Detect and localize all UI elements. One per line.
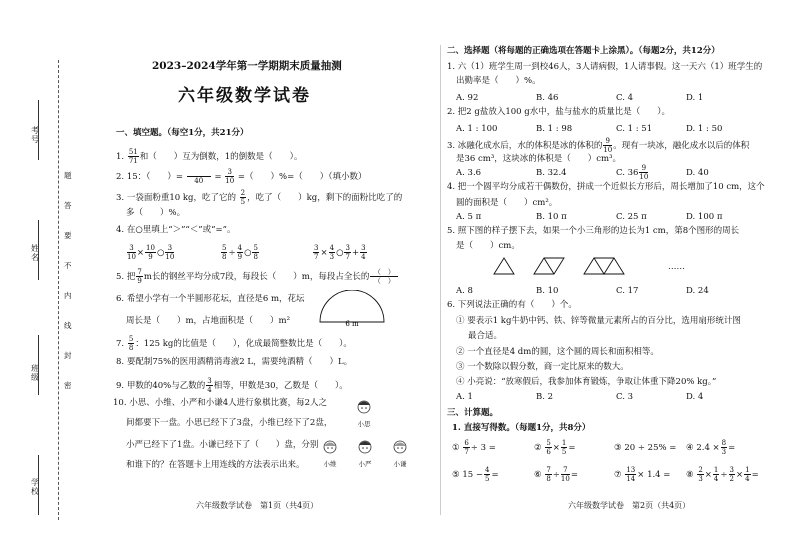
p2-q2-option-b[interactable]: B. 1 : 98	[536, 124, 573, 134]
q4-item-3: $\frac{3}{7}$ × $\frac{4}{3}$ ○ $\frac{3}{7}$ + $\frac{3}{4}$	[314, 244, 366, 261]
q10-line3: 小严已经下了1盘。小谦已经下了（ ）盘，分别	[126, 440, 319, 450]
p2-q6-statement-1a: ① 要表示1 kg牛奶中钙、铁、锌等微量元素所占的百分比，选用扇形统计图	[456, 316, 741, 326]
q4-item-2: $\frac{5}{8}$ ÷ $\frac{4}{9}$ ○ $\frac{5}{8}$	[222, 244, 258, 261]
p2-q5-option-b[interactable]: B. 10	[536, 286, 559, 296]
p2-q3-option-d[interactable]: D. 40	[686, 168, 709, 178]
pattern-figure-2	[534, 258, 564, 274]
p2-q6-option-d[interactable]: D. 4	[686, 392, 704, 402]
q7-fill: 7. $\frac{5}{8}$ ：125 kg的比值是（ ），化成最简整数比是（ ）。	[116, 335, 352, 352]
p2-q2-line1: 2. 把2 g盐放入100 g水中，盐与盐水的质量比是（ ）。	[447, 107, 670, 117]
calc-6: ⑥ $\frac{7}{8}$ ÷ $\frac{7}{10}$ =	[534, 466, 578, 483]
pattern-figure-3	[584, 258, 624, 274]
binding-line	[58, 60, 59, 520]
p2-q4-line1: 4. 把一个圆平均分成若干偶数份，拼成一个近似长方形后，周长增加了10 cm，这个	[447, 182, 765, 192]
kid-name: 小谦	[393, 460, 407, 468]
p2-q5-option-d[interactable]: D. 24	[686, 286, 709, 296]
calc-sub1-heading: 1. 直接写得数。（每题1分，共8分）	[452, 423, 591, 433]
q4-item-1: $\frac{3}{10}$ × $\frac{10}{9}$ ○ $\frac{3}{10}$	[127, 244, 175, 261]
p2-q5-line2: 是（ ）cm。	[456, 241, 520, 251]
p2-q4-option-a[interactable]: A. 5 π	[456, 212, 482, 222]
p2-q6-statement-3: ③ 一个数除以假分数，商一定比原来的数大。	[456, 362, 629, 372]
kid-name: 小维	[323, 460, 337, 468]
p2-q2-option-a[interactable]: A. 1 : 100	[456, 124, 498, 134]
banji-field[interactable]	[38, 335, 39, 395]
xingming-label: 姓名	[31, 244, 39, 262]
q4-text: 4. 在○里填上“＞”“＜”或“=”。	[116, 225, 236, 235]
subject-title: 六年级数学试卷	[178, 86, 311, 106]
calc-1: ① $\frac{6}{7}$ ÷ 3 =	[452, 439, 496, 456]
p2-q1-option-b[interactable]: B. 46	[536, 93, 559, 103]
p2-q3-option-a[interactable]: A. 3.6	[456, 168, 482, 178]
q10-line4: 和谁下的？在答题卡上用连线的方法表示出来。	[126, 460, 305, 470]
column-divider	[440, 45, 441, 515]
calc-4: ④ 2.4 × $\frac{8}{3}$ =	[686, 439, 736, 456]
p2-q6-option-a[interactable]: A. 1	[456, 392, 473, 402]
q8-fill: 8. 要配制75%的医用酒精消毒液2 L，需要纯酒精（ ）L。	[116, 357, 353, 367]
q5-fill: 5. 把 $\frac{7}{9}$ m长的钢丝平均分成7段，每段长（ ）m，每段占全长的 $\frac{( )}{( )}$	[116, 268, 399, 285]
xuexiao-field[interactable]	[38, 455, 39, 515]
p2-q5-option-c[interactable]: C. 17	[616, 286, 639, 296]
seal-char: 密	[64, 381, 72, 390]
diameter-label: 6 m	[345, 320, 359, 328]
p2-q1-option-c[interactable]: C. 4	[616, 93, 634, 103]
xingming-field[interactable]	[38, 220, 39, 280]
boy-icon	[357, 438, 373, 456]
p2-q4-line2: 圆的面积是（ ）cm²。	[456, 198, 558, 208]
calc-2: ② $\frac{5}{6}$ × $\frac{1}{5}$ =	[534, 439, 576, 456]
p2-q6-statement-2: ② 一个直径是4 dm的圆，这个圆的周长和面积相等。	[456, 347, 659, 357]
page1-footer: 六年级数学试卷 第1页（共4页）	[196, 501, 319, 510]
q10-line2: 间都要下一盘。小思已经下了3盘，小维已经下了2盘，	[126, 418, 333, 428]
p2-q5-option-a[interactable]: A. 8	[456, 286, 473, 296]
boy-icon	[356, 398, 372, 416]
pattern-ellipsis: ……	[668, 262, 685, 272]
q1-fill: 1. $\frac{51}{71}$ 和（ ）互为倒数，1的倒数是（ ）。	[116, 148, 303, 165]
seal-char: 答	[64, 201, 72, 210]
section2-heading: 二、选择题（将每题的正确选项在答题卡上涂黑）。（每题2分，共12分）	[447, 46, 720, 56]
exam-title: 2023–2024学年第一学期期末质量抽测	[152, 60, 342, 72]
p2-q4-option-b[interactable]: B. 10 π	[536, 212, 567, 222]
seal-char: 题	[64, 171, 72, 180]
seal-char: 不	[64, 261, 72, 270]
p2-q3-line2: 是36 cm³，这块冰的体积是（ ）cm³。	[456, 154, 621, 164]
p2-q4-option-c[interactable]: C. 25 π	[616, 212, 647, 222]
girl-icon	[322, 438, 338, 456]
p2-q6-statement-4: ④ 小亮说：“放寒假后，我参加体育锻炼，争取让体重下降20% kg。”	[456, 377, 717, 387]
calc-3: ③ 20 ÷ 25% =	[614, 443, 677, 453]
kaohao-label: 考号	[31, 126, 39, 144]
q6-line1: 6. 希望小学有一个半圆形花坛，直径是6 m，花坛	[116, 294, 305, 304]
p2-q3-line1: 3. 冰融化成水后，水的体积是冰的体积的 $\frac{9}{10}$ 。现有一块冰，融化成水以后的体积	[447, 137, 750, 154]
p2-q6-statement-1b: 最合适。	[468, 331, 503, 341]
p2-q6-option-c[interactable]: C. 3	[616, 392, 634, 402]
page2-footer: 六年级数学试卷 第2页（共4页）	[568, 501, 691, 510]
p2-q1-option-a[interactable]: A. 92	[456, 93, 479, 103]
pattern-figure-1	[494, 258, 514, 274]
p2-q1-option-d[interactable]: D. 1	[686, 93, 704, 103]
p2-q4-option-d[interactable]: D. 100 π	[686, 212, 723, 222]
xuexiao-label: 学校	[31, 478, 39, 496]
seal-char: 内	[64, 291, 72, 300]
q10-line1: 10. 小思、小维、小严和小谦4人进行象棋比赛，每2人之	[113, 398, 328, 408]
p2-q1-line1: 1. 六（1）班学生周一到校46人，3人请病假，1人请事假。这一天六（1）班学生的	[447, 62, 763, 72]
kid-xiaowei[interactable]	[322, 438, 338, 468]
p2-q2-option-c[interactable]: C. 1 : 51	[616, 124, 653, 134]
p2-q1-line2: 出勤率是（ ）%。	[456, 76, 541, 86]
calc-7: ⑦ $\frac{13}{14}$ × 1.4 =	[614, 466, 671, 483]
q3-fill: 3. 一袋面粉重10 kg，吃了它的 $\frac{2}{5}$ ，吃了（ ）kg，剩下的面粉比吃了的	[116, 189, 403, 206]
p2-q3-option-b[interactable]: B. 32.4	[536, 168, 567, 178]
p2-q6-option-b[interactable]: B. 2	[536, 392, 554, 402]
p2-q3-option-c[interactable]: C. 36 $\frac{9}{10}$	[616, 164, 649, 181]
p2-q2-option-d[interactable]: D. 1 : 50	[686, 124, 723, 134]
semicircle-figure	[316, 290, 388, 330]
q6-line2: 周长是（ ）m，占地面积是（ ）m²	[126, 316, 291, 326]
q9-fill: 9. 甲数的40%与乙数的 $\frac{3}{4}$ 相等，甲数是30，乙数是（ ）。	[116, 377, 348, 394]
calc-5: ⑤ 15 − $\frac{4}{5}$ =	[452, 466, 499, 483]
section3-heading: 三、计算题。	[447, 408, 499, 418]
seal-char: 要	[64, 231, 72, 240]
seal-char: 封	[64, 351, 72, 360]
q2-fill: 2. 15：（ ）= 40 = $\frac{3}{10}$ =（ ）%=（ ）（填小数）	[116, 168, 367, 185]
kid-name: 小思	[357, 420, 371, 428]
kid-name: 小严	[358, 460, 372, 468]
q3-line2: 多（ ）%。	[126, 208, 186, 218]
girl-icon	[392, 438, 408, 456]
calc-8: ⑧ $\frac{2}{3}$ × $\frac{1}{4}$ ÷ $\frac{3}{2}$ × $\frac{1}{4}$ =	[686, 466, 759, 483]
p2-q5-line1: 5. 照下图的样子摆下去，如果一个小三角形的边长为1 cm，第8个图形的周长	[447, 226, 740, 236]
triangle-pattern	[492, 256, 632, 276]
banji-label: 班级	[31, 364, 39, 382]
kaohao-field[interactable]	[38, 100, 39, 160]
kid-xiaosi[interactable]	[356, 398, 372, 428]
p2-q6-line1: 6. 下列说法正确的有（ ）个。	[447, 300, 577, 310]
kid-xiaoyan[interactable]	[357, 438, 373, 468]
kid-xiaoqian[interactable]	[392, 438, 408, 468]
section1-heading: 一、填空题。（每空1分，共21分）	[116, 128, 249, 138]
seal-char: 线	[64, 321, 72, 330]
